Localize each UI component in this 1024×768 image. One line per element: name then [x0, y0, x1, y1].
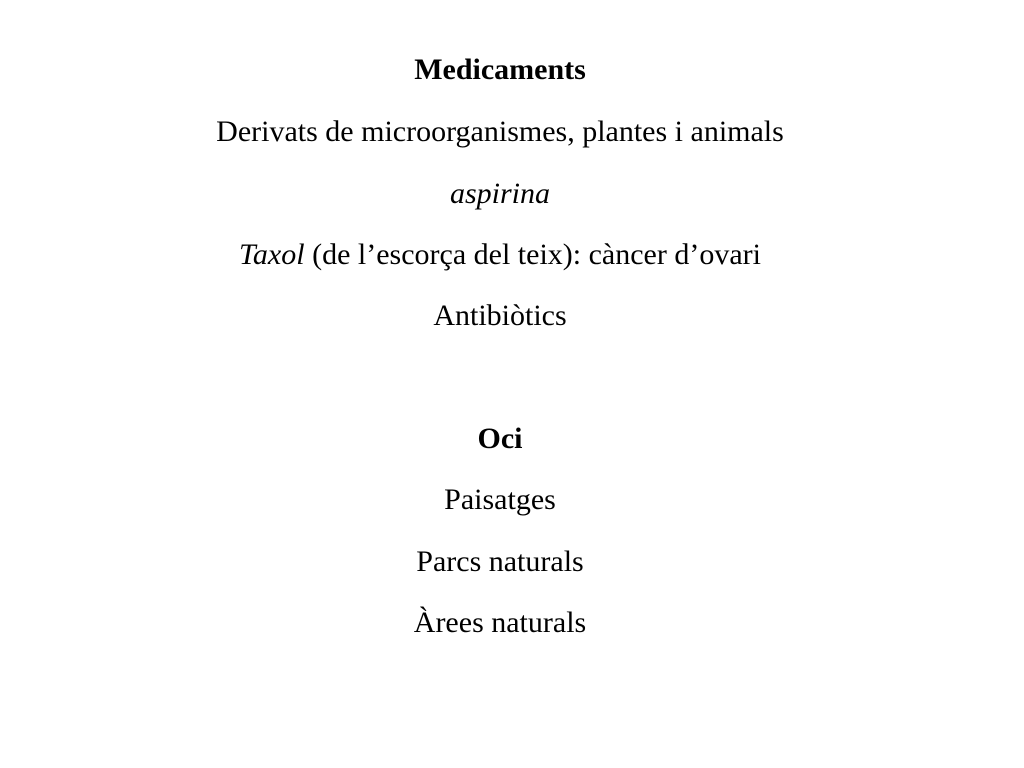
medicaments-heading: Medicaments: [414, 53, 586, 86]
taxol-line: [0, 237, 1000, 273]
taxol-name: Taxol: [239, 238, 305, 271]
oci-item-parcs: Parcs naturals: [416, 545, 584, 578]
taxol-description: (de l’escorça del teix): càncer d’ovari: [304, 238, 761, 271]
oci-item-paisatges: Paisatges: [444, 483, 556, 516]
oci-item-arees: Àrees naturals: [413, 606, 587, 639]
oci-heading: Oci: [477, 422, 523, 455]
aspirina-line: aspirina: [449, 177, 551, 210]
derivats-line: Derivats de microorganismes, plantes i animals: [216, 115, 784, 148]
antibiotics-line: Antibiòtics: [433, 299, 567, 332]
